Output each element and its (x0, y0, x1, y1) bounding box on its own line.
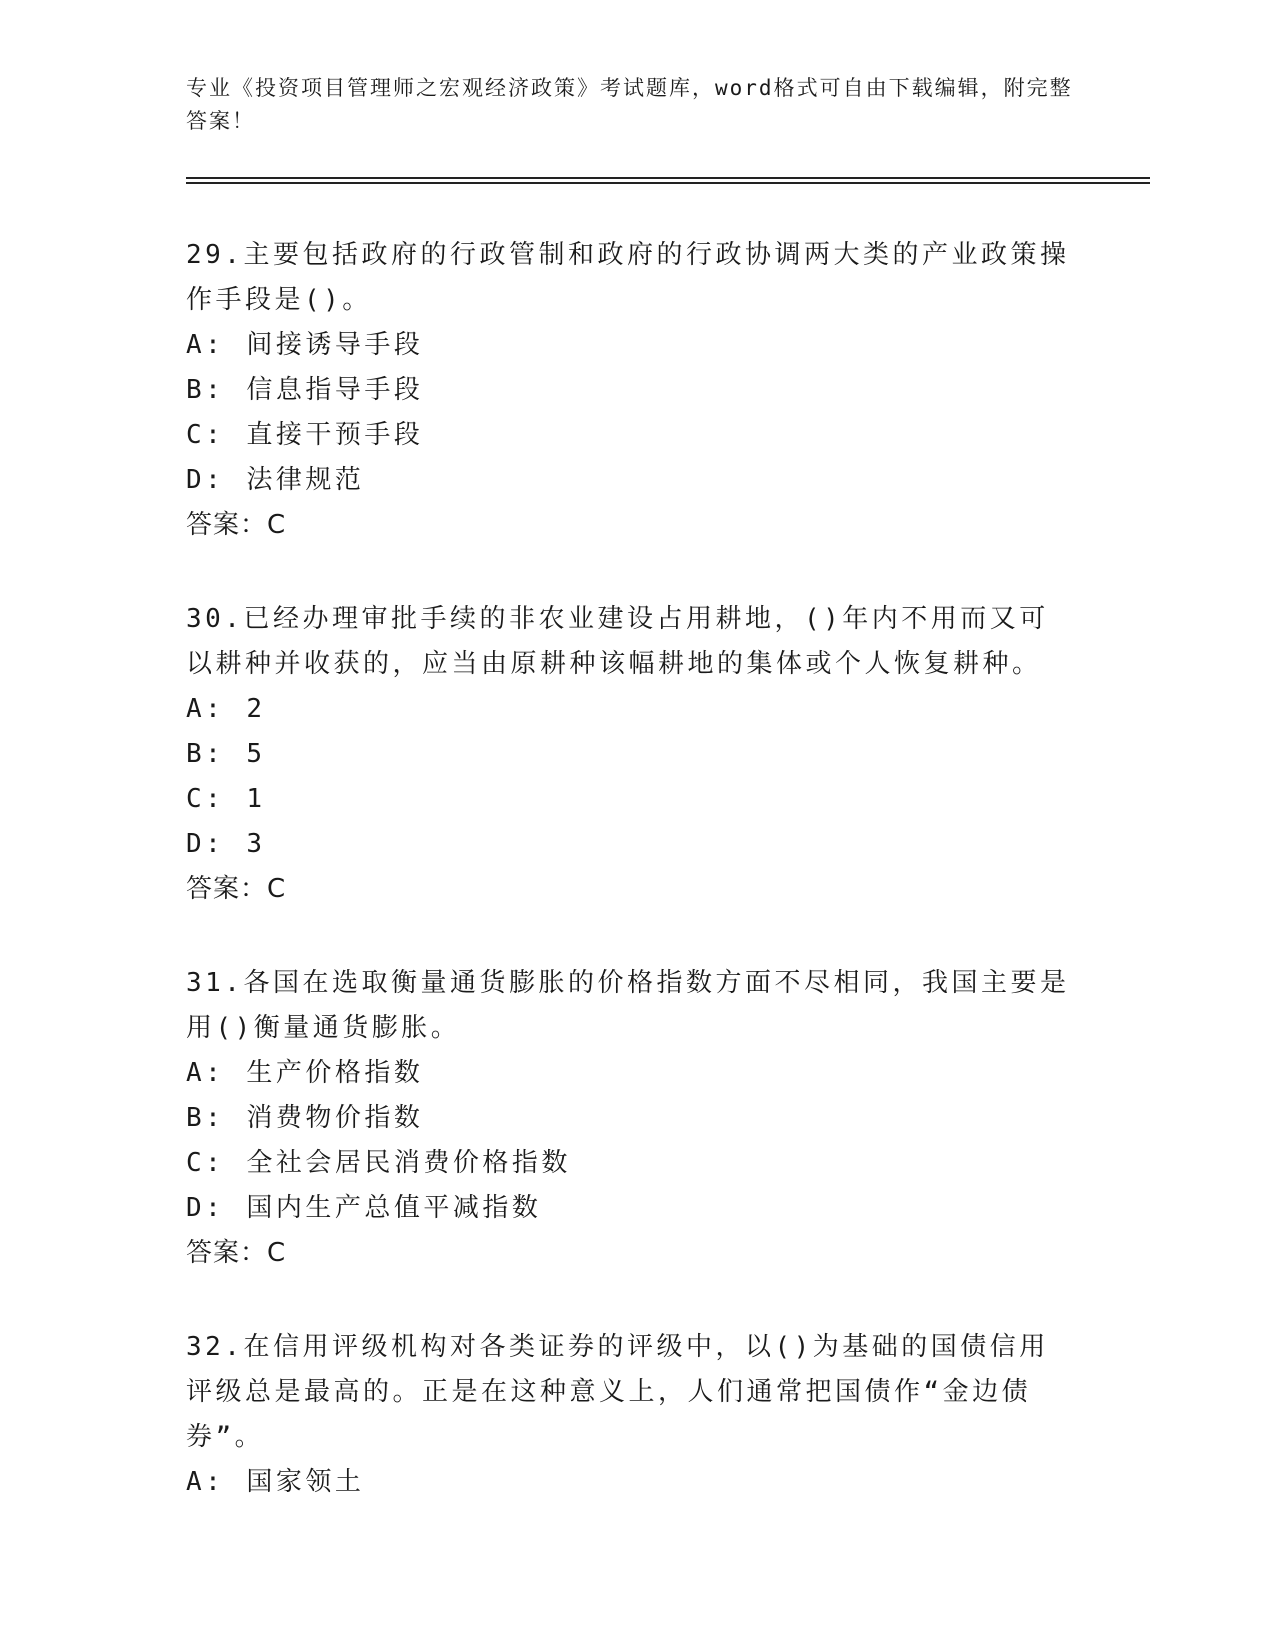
answer-line: 答案：C (186, 1238, 287, 1268)
option-letter: C: (186, 784, 225, 814)
option-letter: A: (186, 694, 225, 724)
option-text: 2 (246, 694, 266, 724)
option-letter: C: (186, 420, 225, 450)
option-a (186, 1051, 1076, 1096)
answer-line: 答案：C (186, 510, 287, 540)
option-text: 法律规范 (246, 465, 365, 495)
option-text: 直接干预手段 (246, 420, 424, 450)
option-letter: C: (186, 1148, 225, 1178)
option-letter: D: (186, 829, 225, 859)
question-stem: 30.已经办理审批手续的非农业建设占用耕地，()年内不用而又可以耕种并收获的，应当由原耕种该幅耕地的集体或个人恢复耕种。 (186, 604, 1049, 679)
option-letter: D: (186, 465, 225, 495)
option-c (186, 1141, 1076, 1186)
option-letter: B: (186, 739, 225, 769)
option-letter: D: (186, 1193, 225, 1223)
option-text: 信息指导手段 (246, 375, 424, 405)
option-text: 间接诱导手段 (246, 330, 424, 360)
option-letter: A: (186, 1467, 225, 1497)
option-letter: A: (186, 1058, 225, 1088)
option-text: 消费物价指数 (246, 1103, 424, 1133)
header-divider-top (186, 177, 1150, 179)
option-a (186, 687, 1076, 732)
option-letter: B: (186, 1103, 225, 1133)
option-b (186, 732, 1076, 777)
option-text: 国内生产总值平减指数 (246, 1193, 542, 1223)
option-text: 5 (246, 739, 266, 769)
header-divider-bottom (186, 182, 1150, 184)
question-30 (186, 597, 1076, 912)
option-text: 生产价格指数 (246, 1058, 424, 1088)
question-stem: 29.主要包括政府的行政管制和政府的行政协调两大类的产业政策操作手段是()。 (186, 240, 1070, 315)
option-a (186, 323, 1076, 368)
option-letter: B: (186, 375, 225, 405)
option-a (186, 1460, 1076, 1505)
option-c (186, 413, 1076, 458)
option-b (186, 1096, 1076, 1141)
question-stem: 31.各国在选取衡量通货膨胀的价格指数方面不尽相同，我国主要是用()衡量通货膨胀。 (186, 968, 1070, 1043)
option-d (186, 822, 1076, 867)
option-b (186, 368, 1076, 413)
option-text: 3 (246, 829, 266, 859)
question-29 (186, 233, 1076, 548)
option-letter: A: (186, 330, 225, 360)
option-text: 全社会居民消费价格指数 (246, 1148, 571, 1178)
answer-line: 答案：C (186, 874, 287, 904)
option-text: 国家领土 (246, 1467, 365, 1497)
option-d (186, 458, 1076, 503)
option-d (186, 1186, 1076, 1231)
option-text: 1 (246, 784, 266, 814)
question-32 (186, 1325, 1076, 1505)
document-header: 专业《投资项目管理师之宏观经济政策》考试题库，word格式可自由下载编辑，附完整答案！ (186, 76, 1073, 133)
option-c (186, 777, 1076, 822)
question-31 (186, 961, 1076, 1276)
question-stem: 32.在信用评级机构对各类证券的评级中，以()为基础的国债信用评级总是最高的。正是在这种意义上，人们通常把国债作“金边债券”。 (186, 1332, 1049, 1452)
